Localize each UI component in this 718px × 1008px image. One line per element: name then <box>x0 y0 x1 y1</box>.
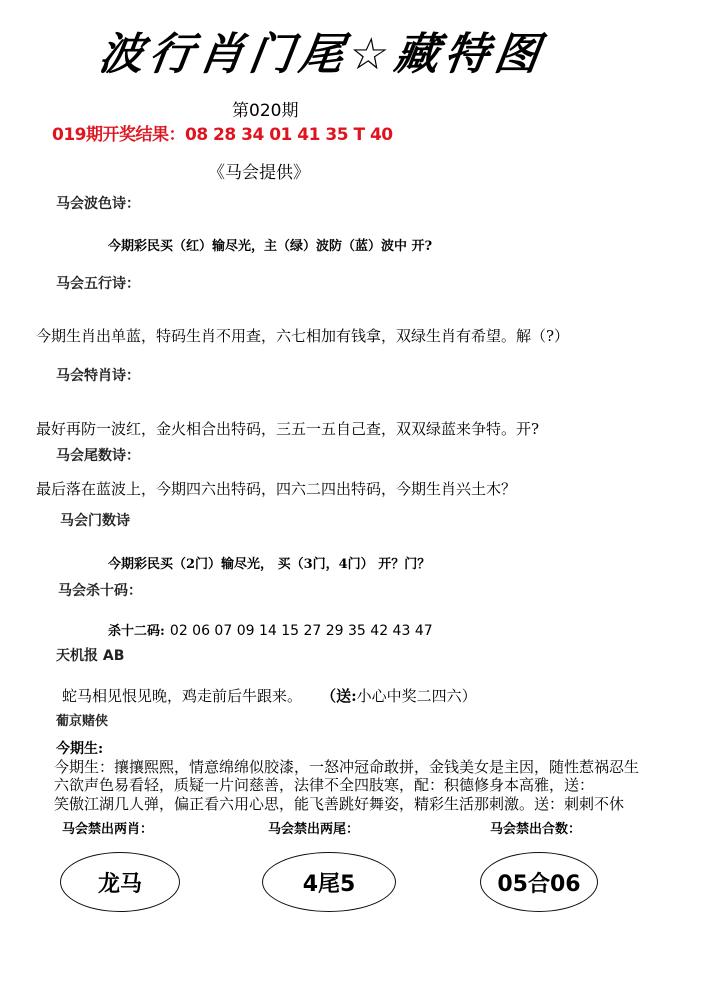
tianji-label: 天机报 AB <box>56 648 125 664</box>
weishu-label: 马会尾数诗： <box>56 448 140 464</box>
putian-line: 六欲声色易看轻，质疑一片问慈善，法律不全四肢寒，配：积德修身本高雅，送： <box>54 776 595 794</box>
tianji-row <box>62 685 477 706</box>
putian-line: 今期生：攘攘熙熙，情意绵绵似胶漆，一怒冲冠命敢拼，金钱美女是主因，随性惹祸忍生 <box>54 758 640 776</box>
texiao-label: 马会特肖诗： <box>56 368 140 384</box>
ban-zodiac-ellipse <box>60 852 180 912</box>
texiao-text: 最好再防一波红，金火相合出特码，三五一五自己查，双双绿蓝来争特。开? <box>36 420 540 438</box>
kill-row <box>108 620 433 639</box>
provider-line: 《马会提供》 <box>208 163 310 183</box>
issue-number: 第020期 <box>232 101 299 121</box>
ban-label-tail: 马会禁出两尾： <box>268 822 360 837</box>
bose-label: 马会波色诗： <box>56 196 140 212</box>
ban-zodiac-value: 龙马 <box>97 871 142 897</box>
ban-tail-ellipse <box>262 852 396 912</box>
bose-text: 今期彩民买（红）输尽光，主（绿）波防（蓝）波中 开? <box>108 239 433 254</box>
wuxing-text: 今期生肖出单蓝，特码生肖不用查，六七相加有钱拿，双绿生肖有希望。解（?） <box>36 327 570 345</box>
page-title: 波行肖门尾☆藏特图 <box>95 29 549 80</box>
kill-label: 马会杀十码： <box>58 583 142 599</box>
ban-sum-value: 05合06 <box>497 871 581 897</box>
putian-today-label: 今期生: <box>56 741 104 757</box>
ban-label-sum: 马会禁出合数： <box>490 822 582 837</box>
tianji-text: 蛇马相见恨见晚，鸡走前后牛跟来。 <box>62 687 303 705</box>
kill-numbers: 02 06 07 09 14 15 27 29 35 42 43 47 <box>169 623 433 639</box>
kill-prefix: 杀十二码: <box>108 624 165 639</box>
ban-label-zodiac: 马会禁出两肖： <box>62 822 154 837</box>
tianji-note: 小心中奖二四六） <box>356 687 477 705</box>
weishu-text: 最后落在蓝波上，今期四六出特码，四六二四出特码，今期生肖兴土木？ <box>36 480 517 498</box>
ban-tail-value: 4尾5 <box>302 871 356 897</box>
menshu-label: 马会门数诗 <box>60 513 130 529</box>
putian-label: 葡京赌侠 <box>56 714 109 729</box>
tianji-note-prefix: （送: <box>321 687 357 705</box>
previous-result: 019期开奖结果：08 28 34 01 41 35 T 40 <box>52 125 393 145</box>
wuxing-label: 马会五行诗： <box>56 276 140 292</box>
ban-sum-ellipse <box>480 852 598 912</box>
menshu-text: 今期彩民买（2门）输尽光， 买（3门，4门） 开？门？ <box>108 557 431 572</box>
putian-line: 笑傲江湖几人弹，偏正看六用心思，能飞善跳好舞姿，精彩生活那刺激。送：刺刺不休 <box>54 795 625 813</box>
